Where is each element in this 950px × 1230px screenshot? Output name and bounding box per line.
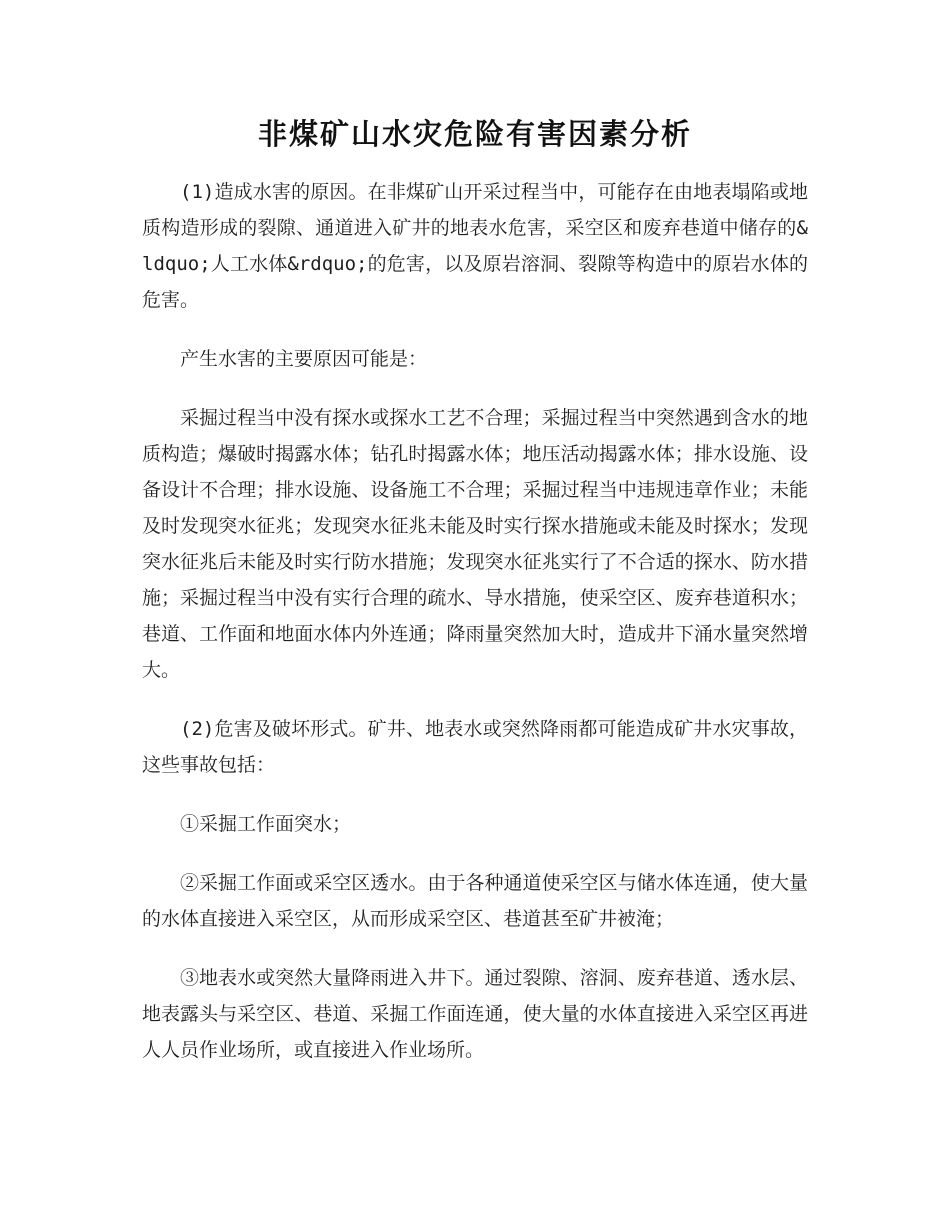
paragraph-causes: (1)造成水害的原因。在非煤矿山开采过程当中，可能存在由地表塌陷或地质构造形成的裂隙、通道进入矿井的地表水危害，采空区和废弃巷道中储存的&ldquo;人工水体&rdquo;的危害，以及原岩溶洞、裂隙等构造中的原岩水体的危害。 [142, 181, 808, 311]
paragraph-item-2: ②采掘工作面或采空区透水。由于各种通道使采空区与储水体连通，使大量的水体直接进入采空区，从而形成采空区、巷道甚至矿井被淹； [142, 872, 808, 930]
paragraph-main-causes-list: 采掘过程当中没有探水或探水工艺不合理；采掘过程当中突然遇到含水的地质构造；爆破时揭露水体；钻孔时揭露水体；地压活动揭露水体；排水设施、设备设计不合理；排水设施、设备施工不合理；采掘过程当中违规违章作业；未能及时发现突水征兆；发现突水征兆未能及时实行探水措施或未能及时探水；发现突水征兆后未能及时实行防水措施；发现突水征兆实行了不合适的探水、防水措施；采掘过程当中没有实行合理的疏水、导水措施，使采空区、废弃巷道积水；巷道、工作面和地面水体内外连通；降雨量突然加大时，造成井下涌水量突然增大。 [142, 407, 808, 681]
paragraph-hazard-forms: (2)危害及破坏形式。矿井、地表水或突然降雨都可能造成矿井水灾事故，这些事故包括： [142, 718, 808, 776]
paragraph-main-causes-intro: 产生水害的主要原因可能是： [180, 348, 428, 370]
paragraph-item-1: ①采掘工作面突水； [180, 813, 352, 835]
paragraph-item-3: ③地表水或突然大量降雨进入井下。通过裂隙、溶洞、废弃巷道、透水层、地表露头与采空区、巷道、采掘工作面连通，使大量的水体直接进入采空区再进人人员作业场所，或直接进入作业场所。 [142, 967, 808, 1061]
document-title: 非煤矿山水灾危险有害因素分析 [257, 117, 692, 151]
